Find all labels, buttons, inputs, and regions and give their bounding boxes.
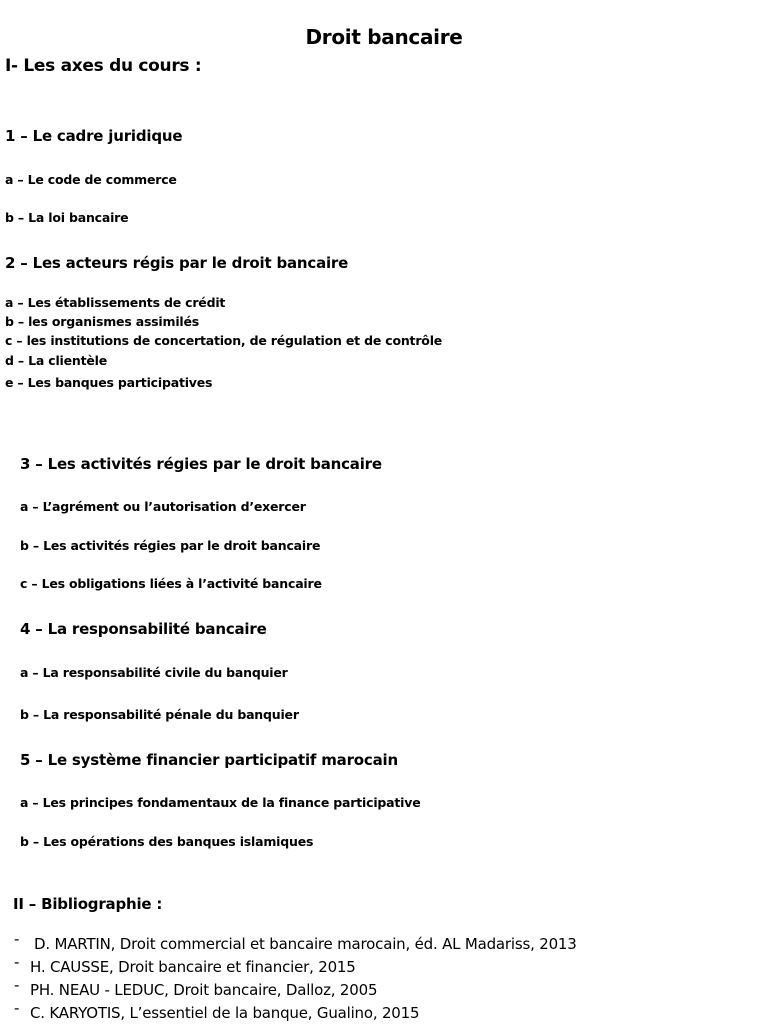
list-item: d – La clientèle <box>5 353 108 368</box>
list-item: b – les organismes assimilés <box>5 314 200 329</box>
bibliography-bullet: - <box>14 930 20 948</box>
list-item: b – La responsabilité pénale du banquier <box>20 707 299 722</box>
bibliography-entry: C. KARYOTIS, L’essentiel de la banque, Gualino, 2015 <box>30 1004 420 1022</box>
bibliography-bullet: - <box>14 999 20 1017</box>
section-heading: 5 – Le système financier participatif marocain <box>20 751 398 769</box>
part1-heading: I- Les axes du cours : <box>5 56 202 76</box>
list-item: b – Les activités régies par le droit bancaire <box>20 538 321 553</box>
section-heading: 1 – Le cadre juridique <box>5 127 183 145</box>
list-item: a – La responsabilité civile du banquier <box>20 665 288 680</box>
bibliography-bullet: - <box>14 953 20 971</box>
page-title: Droit bancaire <box>305 25 463 49</box>
list-item: b – Les opérations des banques islamiques <box>20 834 314 849</box>
bibliography-bullet: - <box>14 976 20 994</box>
list-item: a – Les établissements de crédit <box>5 295 226 310</box>
section-heading: 3 – Les activités régies par le droit bancaire <box>20 455 382 473</box>
section-heading: 4 – La responsabilité bancaire <box>20 620 267 638</box>
list-item: a – L’agrément ou l’autorisation d’exercer <box>20 499 306 514</box>
bibliography-entry: PH. NEAU - LEDUC, Droit bancaire, Dalloz, 2005 <box>30 981 378 999</box>
bibliography-entry: H. CAUSSE, Droit bancaire et financier, 2015 <box>30 958 356 976</box>
list-item: e – Les banques participatives <box>5 375 213 390</box>
part2-heading: II – Bibliographie : <box>13 895 163 913</box>
bibliography-entry: D. MARTIN, Droit commercial et bancaire marocain, éd. AL Madariss, 2013 <box>34 935 577 953</box>
section-heading: 2 – Les acteurs régis par le droit bancaire <box>5 254 349 272</box>
list-item: c – les institutions de concertation, de régulation et de contrôle <box>5 333 443 348</box>
list-item: b – La loi bancaire <box>5 210 129 225</box>
list-item: a – Les principes fondamentaux de la finance participative <box>20 795 421 810</box>
list-item: a – Le code de commerce <box>5 172 177 187</box>
list-item: c – Les obligations liées à l’activité bancaire <box>20 576 322 591</box>
